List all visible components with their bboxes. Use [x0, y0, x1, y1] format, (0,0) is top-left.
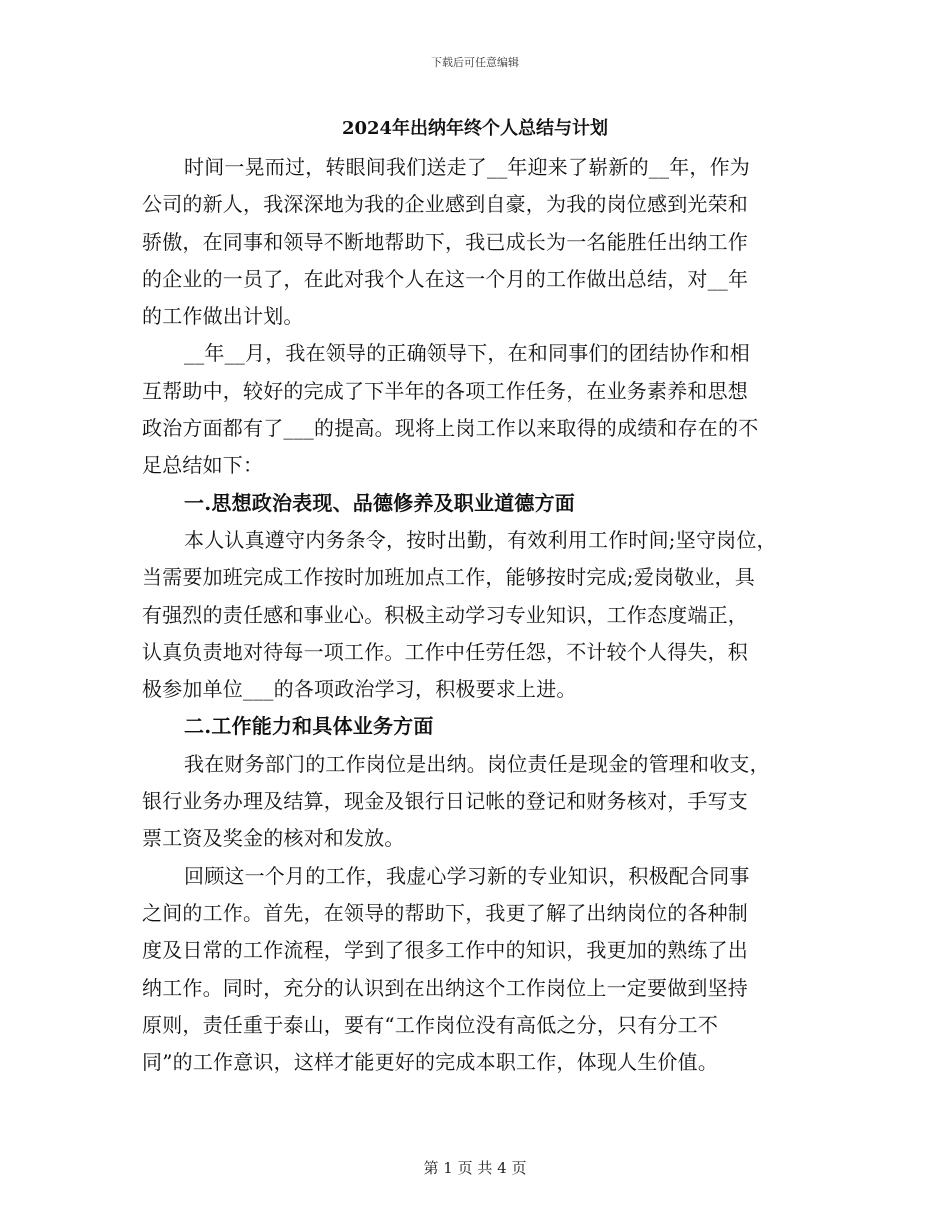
text-line: 同”的工作意识，这样才能更好的完成本职工作，体现人生价值。 — [142, 1050, 719, 1075]
text-line: 度及日常的工作流程，学到了很多工作中的知识，我更加的熟练了出 — [142, 938, 748, 963]
text-line: 我在财务部门的工作岗位是出纳。岗位责任是现金的管理和收支， — [184, 751, 770, 776]
text-line: 互帮助中，较好的完成了下半年的各项工作任务，在业务素养和思想 — [142, 378, 748, 403]
text-line: 公司的新人，我深深地为我的企业感到自豪，为我的岗位感到光荣和 — [142, 192, 748, 217]
text-line: 银行业务办理及结算，现金及银行日记帐的登记和财务核对，手写支 — [142, 789, 748, 814]
text-line: 本人认真遵守内务条令，按时出勤，有效利用工作时间;坚守岗位， — [184, 527, 777, 552]
section-heading: 二.工作能力和具体业务方面 — [184, 714, 434, 739]
text-line: __年__月，我在领导的正确领导下，在和同事们的团结协作和相 — [184, 341, 750, 366]
text-line: 票工资及奖金的核对和发放。 — [142, 826, 405, 851]
text-line: 极参加单位___的各项政治学习，积极要求上进。 — [142, 677, 577, 702]
page-header-note: 下载后可任意编辑 — [431, 56, 519, 69]
text-line: 的企业的一员了，在此对我个人在这一个月的工作做出总结，对__年 — [142, 266, 749, 291]
page-footer: 第 1 页 共 4 页 — [423, 1159, 527, 1177]
text-line: 回顾这一个月的工作，我虚心学习新的专业知识，积极配合同事 — [184, 863, 750, 888]
text-line: 认真负责地对待每一项工作。工作中任劳任怨，不计较个人得失，积 — [142, 639, 748, 664]
document-title: 2024年出纳年终个人总结与计划 — [341, 118, 609, 139]
text-line: 当需要加班完成工作按时加班加点工作，能够按时完成;爱岗敬业，具 — [142, 565, 755, 590]
text-line: 有强烈的责任感和事业心。积极主动学习专业知识，工作态度端正， — [142, 602, 748, 627]
text-line: 政治方面都有了___的提高。现将上岗工作以来取得的成绩和存在的不 — [142, 416, 759, 441]
text-line: 时间一晃而过，转眼间我们送走了__年迎来了崭新的__年，作为 — [184, 155, 750, 179]
text-line: 骄傲，在同事和领导不断地帮助下，我已成长为一名能胜任出纳工作 — [142, 229, 748, 254]
text-line: 原则，责任重于泰山，要有“工作岗位没有高低之分，只有分工不 — [142, 1012, 719, 1037]
section-heading: 一.思想政治表现、品德修养及职业道德方面 — [184, 490, 575, 515]
text-line: 的工作做出计划。 — [142, 304, 304, 329]
text-line: 纳工作。同时，充分的认识到在出纳这个工作岗位上一定要做到坚持 — [142, 975, 748, 1000]
text-line: 之间的工作。首先，在领导的帮助下，我更了解了出纳岗位的各种制 — [142, 900, 748, 925]
text-line: 足总结如下： — [142, 453, 264, 478]
document-body — [142, 149, 822, 1081]
